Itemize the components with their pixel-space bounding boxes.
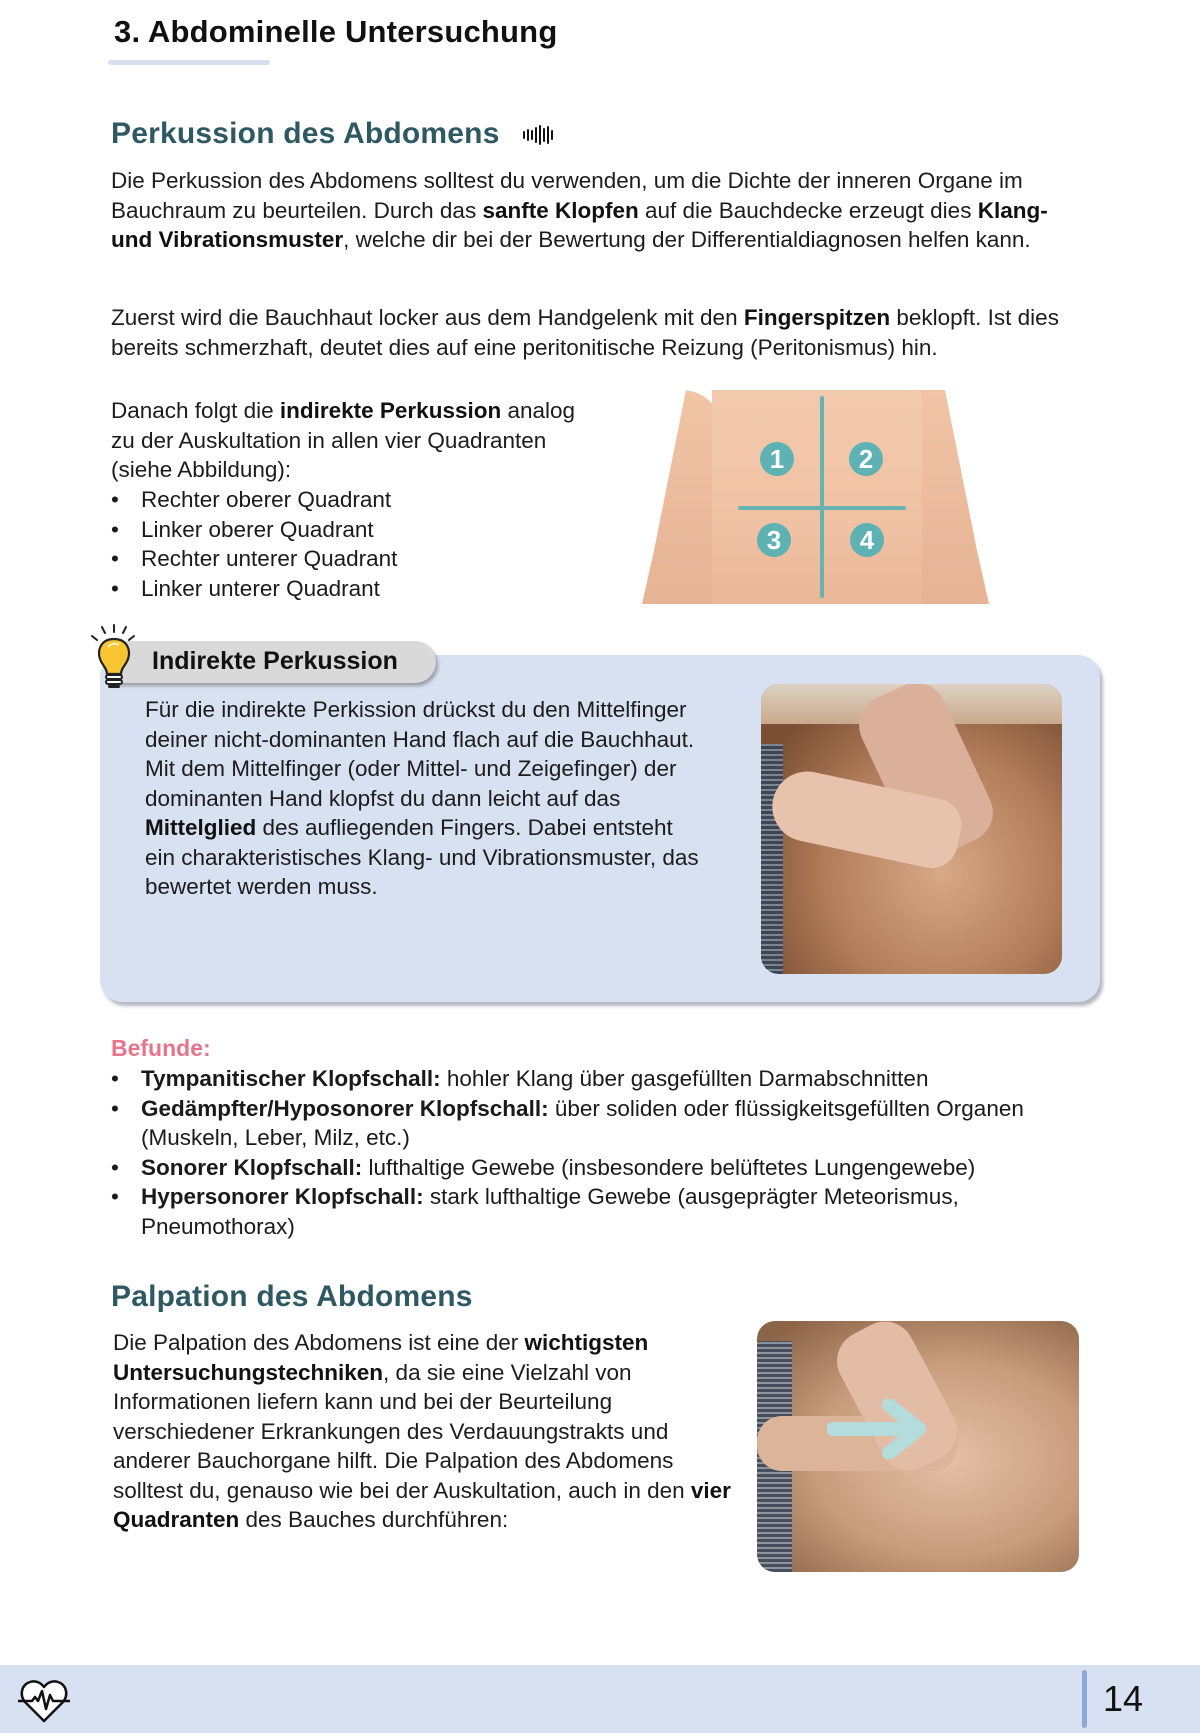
list-item: • Hypersonorer Klopfschall: stark lufthaltige Gewebe (ausgeprägter Meteorismus, Pneumothorax)	[111, 1182, 1101, 1241]
page-footer	[0, 1665, 1200, 1733]
findings-label: Befunde:	[111, 1035, 211, 1061]
percussion-heading: Perkussion des Abdomens	[111, 117, 500, 150]
findings-list	[111, 1064, 1111, 1241]
lightbulb-icon	[86, 622, 138, 690]
quadrant-label-2: 2	[849, 442, 883, 476]
percussion-intro-paragraph: Die Perkussion des Abdomens solltest du verwenden, um die Dichte der inneren Organe im Bauchraum zu beurteilen. Durch das sanfte Klopfen auf die Bauchdecke erzeugt dies Klang- und Vibrationsmuster, welche dir bei der Bewertung der Differentialdiagnosen helfen kann.	[111, 168, 1048, 252]
percussion-technique-paragraph: Zuerst wird die Bauchhaut locker aus dem Handgelenk mit den Fingerspitzen beklopft. Ist dies bereits schmerzhaft, deutet dies auf eine peritonitische Reizung (Peritonismus) hin.	[111, 305, 1059, 360]
vertical-quadrant-line	[820, 396, 824, 598]
indirect-percussion-paragraph: Danach folgt die indirekte Perkussion analog zu der Auskultation in allen vier Quadranten (siehe Abbildung):	[111, 398, 576, 482]
page-title: 3. Abdominelle Untersuchung	[114, 14, 558, 49]
indirect-percussion-photo	[761, 684, 1062, 974]
quadrant-label-4: 4	[850, 523, 884, 557]
arrow-right-icon	[827, 1399, 937, 1459]
list-item: • Rechter unterer Quadrant	[111, 544, 397, 574]
list-item: • Tympanitischer Klopfschall: hohler Klang über gasgefüllten Darmabschnitten	[111, 1064, 1111, 1094]
callout-text: Für die indirekte Perkission drückst du den Mittelfinger deiner nicht-dominanten Hand flach auf die Bauchhaut. Mit dem Mittelfinger (oder Mittel- und Zeigefinger) der dominanten Hand klopfst du dann leicht auf das Mittelglied des aufliegenden Fingers. Dabei entsteht ein charakteristisches Klang- und Vibrationsmuster, das bewertet werden muss.	[145, 697, 699, 899]
page-number-divider	[1082, 1670, 1087, 1728]
quadrant-list	[111, 485, 397, 603]
torso-shape	[712, 390, 922, 604]
heartbeat-icon	[16, 1677, 72, 1725]
title-underline	[108, 60, 270, 65]
list-item: • Linker unterer Quadrant	[111, 574, 397, 604]
quadrant-label-3: 3	[757, 523, 791, 557]
quadrant-label-1: 1	[760, 442, 794, 476]
list-item: • Sonorer Klopfschall: lufthaltige Gewebe (insbesondere belüftetes Lungengewebe)	[111, 1153, 1111, 1183]
palpation-photo	[757, 1321, 1079, 1572]
palpation-paragraph: Die Palpation des Abdomens ist eine der wichtigsten Untersuchungstechniken, da sie eine Vielzahl von Informationen liefern kann und bei der Beurteilung verschiedener Erkrankungen des Verdauungstrakts und anderer Bauchorgane hilft. Die Palpation des Abdomens solltest du, genauso wie bei der Auskultation, auch in den vier Quadranten des Bauches durchführen:	[113, 1330, 731, 1532]
palpation-heading: Palpation des Abdomens	[111, 1280, 473, 1313]
page-number: 14	[1103, 1678, 1144, 1719]
list-item: • Gedämpfter/Hyposonorer Klopfschall: über soliden oder flüssigkeitsgefüllten Organen (Muskeln, Leber, Milz, etc.)	[111, 1094, 1061, 1153]
abdominal-quadrants-figure	[642, 390, 989, 604]
horizontal-quadrant-line	[738, 506, 906, 510]
list-item: • Rechter oberer Quadrant	[111, 485, 397, 515]
list-item: • Linker oberer Quadrant	[111, 515, 397, 545]
callout-title: Indirekte Perkussion	[152, 647, 398, 675]
sound-wave-icon	[523, 124, 553, 146]
left-arm-shape	[642, 390, 722, 604]
